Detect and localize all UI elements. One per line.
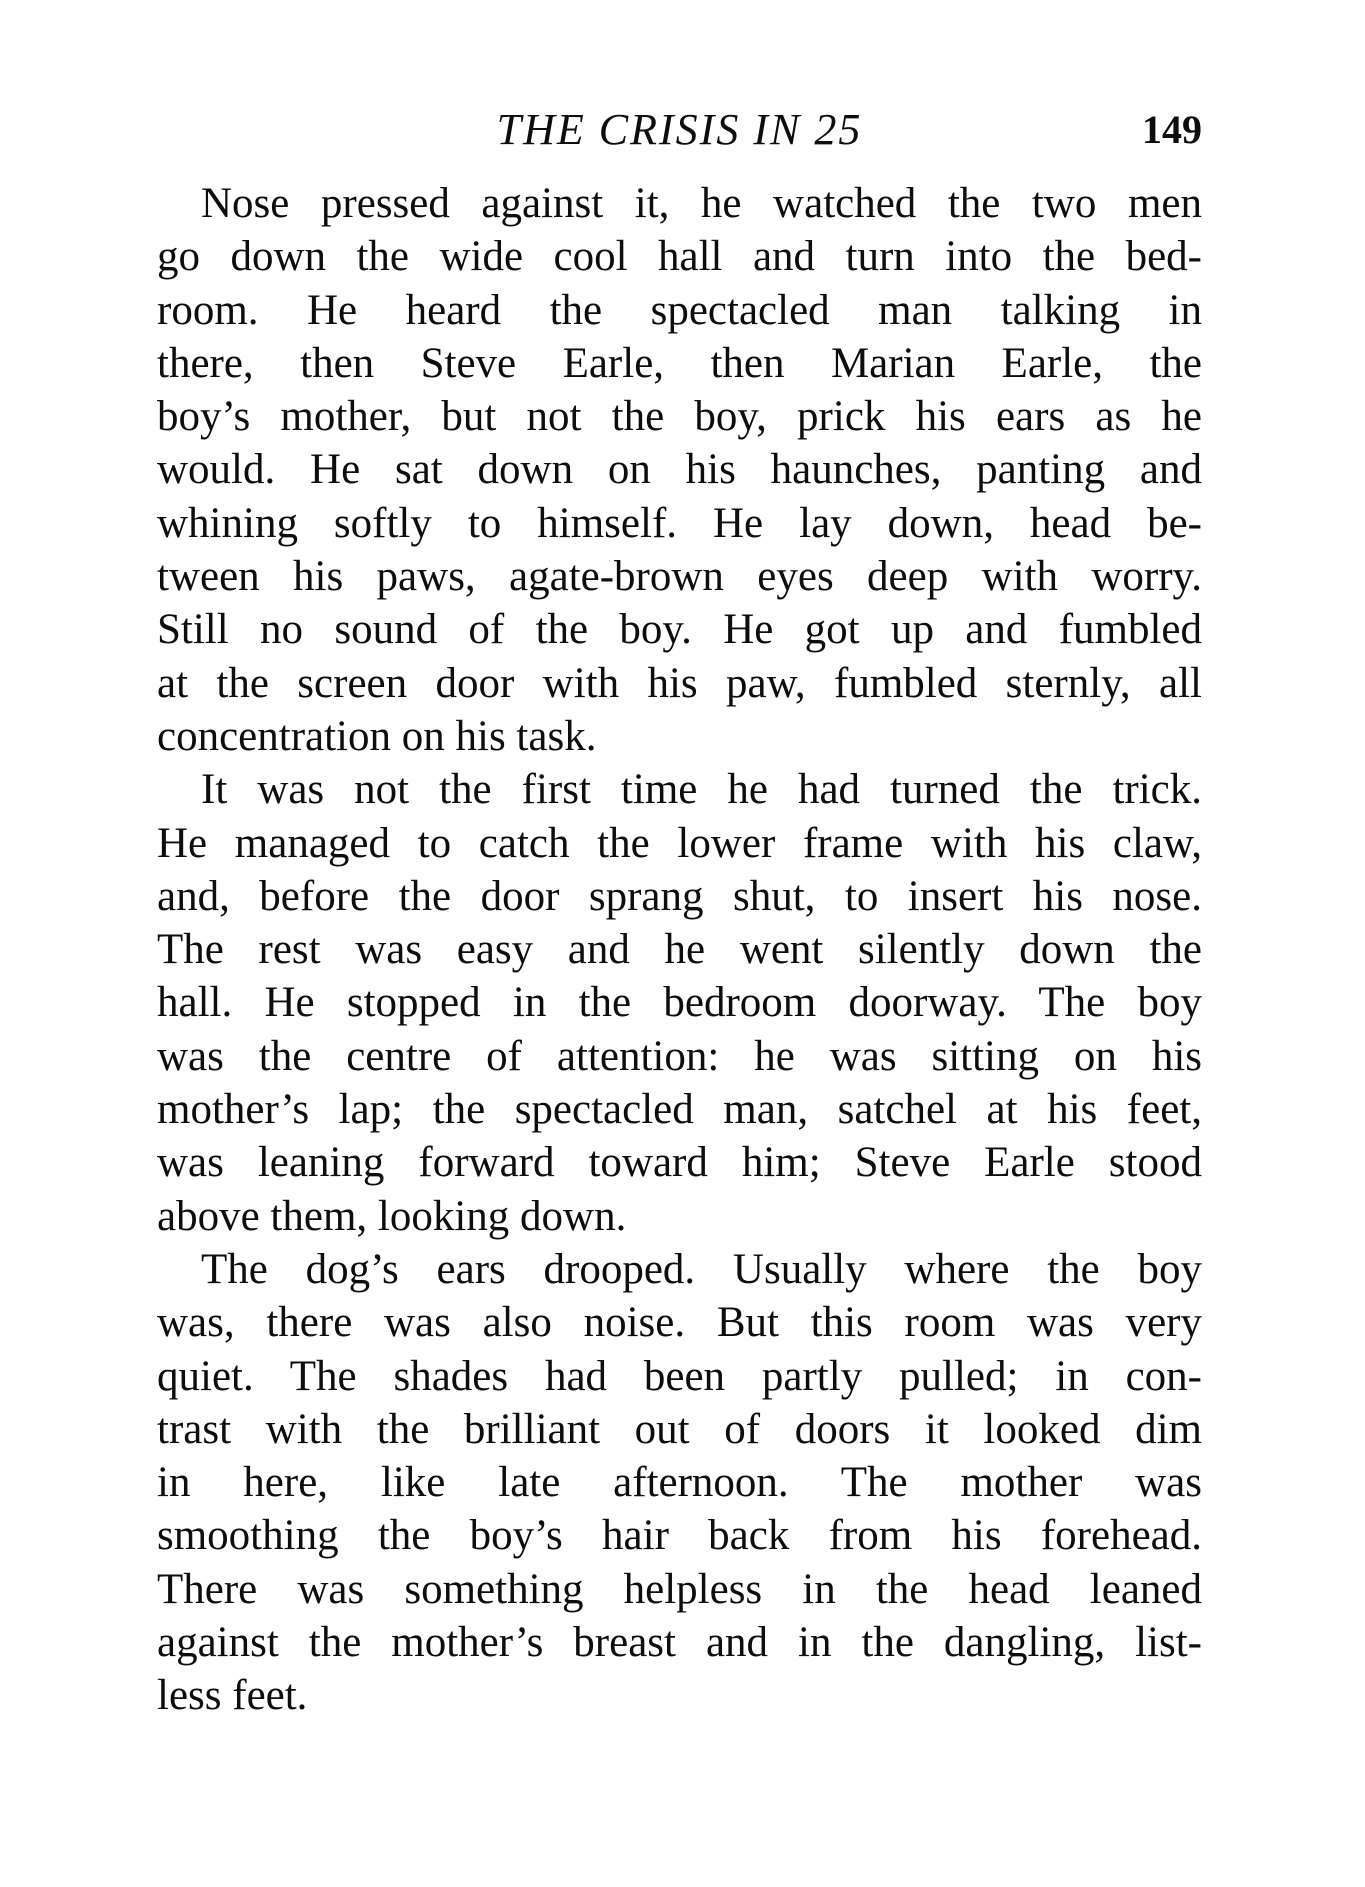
text-line: Nose pressed against it, he watched the two men (201, 180, 1202, 227)
text-line: was leaning forward toward him; Steve Earle stood (157, 1139, 1202, 1187)
running-title: THE CRISIS IN 25 (496, 105, 863, 154)
text-line: whining softly to himself. He lay down, head be- (157, 499, 1202, 547)
text-line: concentration on his task. (157, 712, 597, 760)
text-line: go down the wide cool hall and turn into the bed- (157, 233, 1202, 281)
text-line: was the centre of attention: he was sitting on his (157, 1032, 1202, 1080)
text-line: The rest was easy and he went silently down the (157, 926, 1202, 974)
page-number: 149 (1142, 107, 1202, 152)
body-text (157, 177, 1202, 1723)
text-line: above them, looking down. (157, 1192, 627, 1240)
text-line: smoothing the boy’s hair back from his forehead. (157, 1512, 1202, 1560)
text-line: was, there was also noise. But this room was very (157, 1299, 1202, 1347)
running-head (157, 100, 1202, 160)
text-line: hall. He stopped in the bedroom doorway. The boy (157, 979, 1202, 1027)
text-line: boy’s mother, but not the boy, prick his ears as he (157, 393, 1202, 441)
text-line: and, before the door sprang shut, to insert his nose. (157, 872, 1202, 920)
text-line: tween his paws, agate-brown eyes deep with worry. (157, 553, 1202, 601)
text-line: against the mother’s breast and in the dangling, list- (157, 1619, 1202, 1667)
text-line: there, then Steve Earle, then Marian Earle, the (157, 339, 1202, 387)
text-line: quiet. The shades had been partly pulled; in con- (157, 1352, 1202, 1400)
text-line: room. He heard the spectacled man talking in (157, 286, 1202, 334)
text-line: mother’s lap; the spectacled man, satchel at his feet, (157, 1086, 1202, 1134)
text-line: in here, like late afternoon. The mother was (157, 1459, 1202, 1507)
text-line: would. He sat down on his haunches, panting and (157, 446, 1202, 494)
text-line: He managed to catch the lower frame with his claw, (157, 819, 1202, 867)
text-line: at the screen door with his paw, fumbled sternly, all (157, 659, 1202, 707)
text-line: less feet. (157, 1672, 308, 1720)
text-line: trast with the brilliant out of doors it looked dim (157, 1405, 1202, 1453)
text-line: There was something helpless in the head leaned (157, 1565, 1202, 1613)
text-line: The dog’s ears drooped. Usually where the boy (201, 1245, 1202, 1293)
text-line: It was not the first time he had turned the trick. (201, 766, 1202, 814)
text-line: Still no sound of the boy. He got up and fumbled (157, 606, 1202, 654)
